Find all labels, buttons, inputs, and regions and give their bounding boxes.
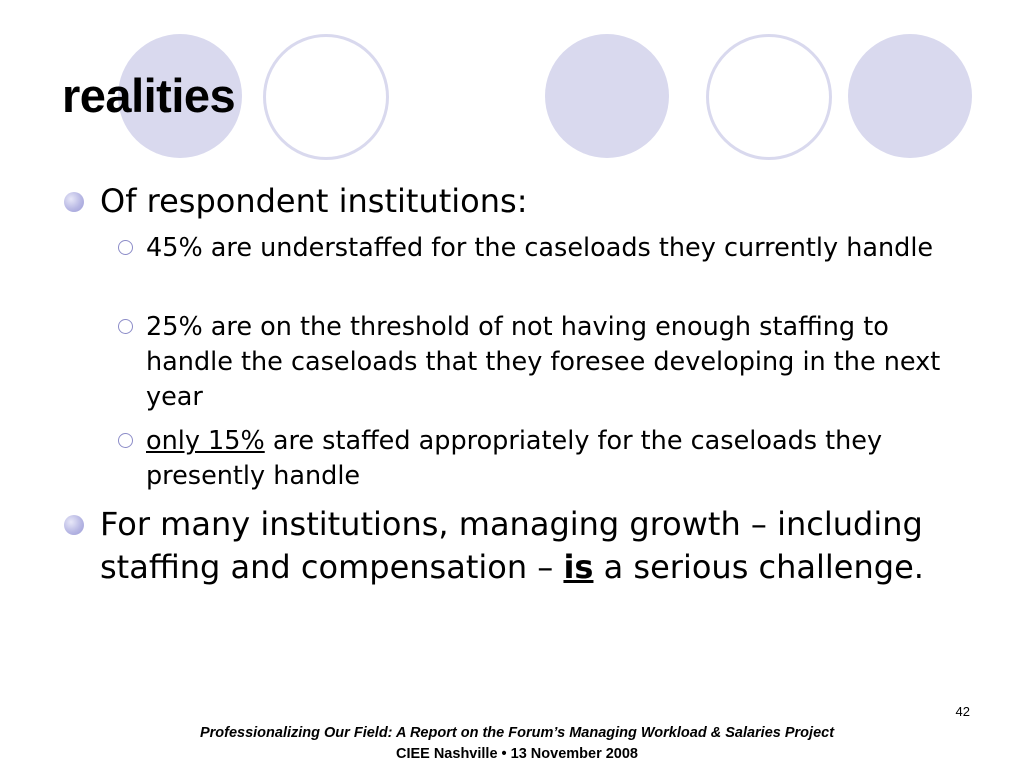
sub-bullet-item [146,424,976,494]
sub-bullet-text: 45% are understaffed for the caseloads they currently handle [146,233,934,263]
bullet-dot-icon [64,515,84,535]
bullet-text: Of respondent institutions: [100,182,528,220]
decor-circle-outline [263,34,389,160]
bullet-item [100,503,980,589]
ring-bullet-icon [118,319,133,334]
sub-bullet-text: are staffed appropriately for the caseloads they presently handle [146,426,883,491]
decor-circle-outline [706,34,832,160]
decor-circle-filled [545,34,669,158]
bullet-text-end: a serious challenge. [593,548,924,586]
emphasis-text: is [563,548,594,586]
slide-title: realities [62,69,236,122]
ring-bullet-icon [118,433,133,448]
footer-title: Professionalizing Our Field: A Report on the Forum’s Managing Workload & Salaries Project [199,725,835,741]
underlined-text: only 15% [146,426,265,456]
footer-event: CIEE Nashville • 13 November 2008 [395,746,639,762]
sub-bullet-item [146,231,976,266]
ring-bullet-icon [118,240,133,255]
decor-circle-filled [848,34,972,158]
page-number: 42 [955,704,970,719]
bullet-item [100,180,980,223]
bullet-text: For many institutions, managing growth – including staffing and compensation – [100,505,923,586]
bullet-dot-icon [64,192,84,212]
sub-bullet-item [146,310,976,415]
sub-bullet-text: 25% are on the threshold of not having enough staffing to handle the caseloads that they foresee developing in the next year [146,312,941,412]
